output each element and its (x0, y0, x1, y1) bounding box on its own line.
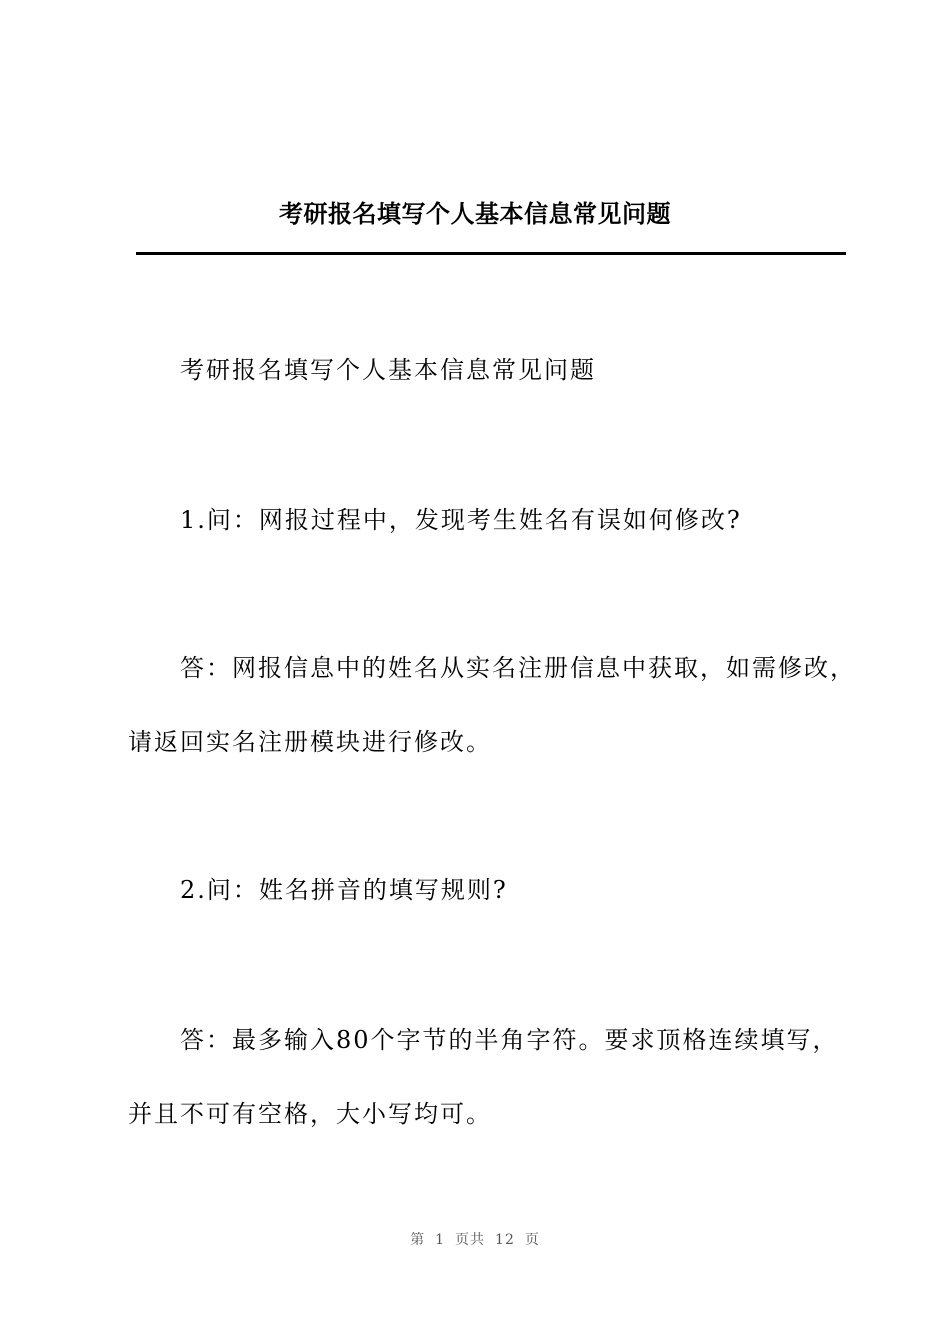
answer-2-line-2: 并且不可有空格，大小写均可。 (128, 1100, 492, 1128)
footer-middle: 页共 (455, 1232, 486, 1248)
footer-prefix: 第 (410, 1232, 426, 1248)
page-number-footer (0, 1229, 950, 1251)
answer-1-line-2: 请返回实名注册模块进行修改。 (128, 728, 492, 756)
footer-total-pages: 12 (495, 1232, 515, 1248)
document-title: 考研报名填写个人基本信息常见问题 (279, 199, 671, 228)
question-1: 1.问：网报过程中，发现考生姓名有误如何修改? (180, 506, 742, 534)
paragraph-heading: 考研报名填写个人基本信息常见问题 (180, 356, 596, 384)
footer-current-page: 1 (435, 1232, 446, 1248)
answer-2-line-1: 答：最多输入80个字节的半角字符。要求顶格连续填写， (180, 1026, 839, 1054)
answer-1-line-1: 答：网报信息中的姓名从实名注册信息中获取，如需修改， (180, 654, 856, 682)
title-underline (136, 252, 846, 255)
footer-suffix: 页 (524, 1232, 540, 1248)
question-2: 2.问：姓名拼音的填写规则? (180, 876, 508, 904)
